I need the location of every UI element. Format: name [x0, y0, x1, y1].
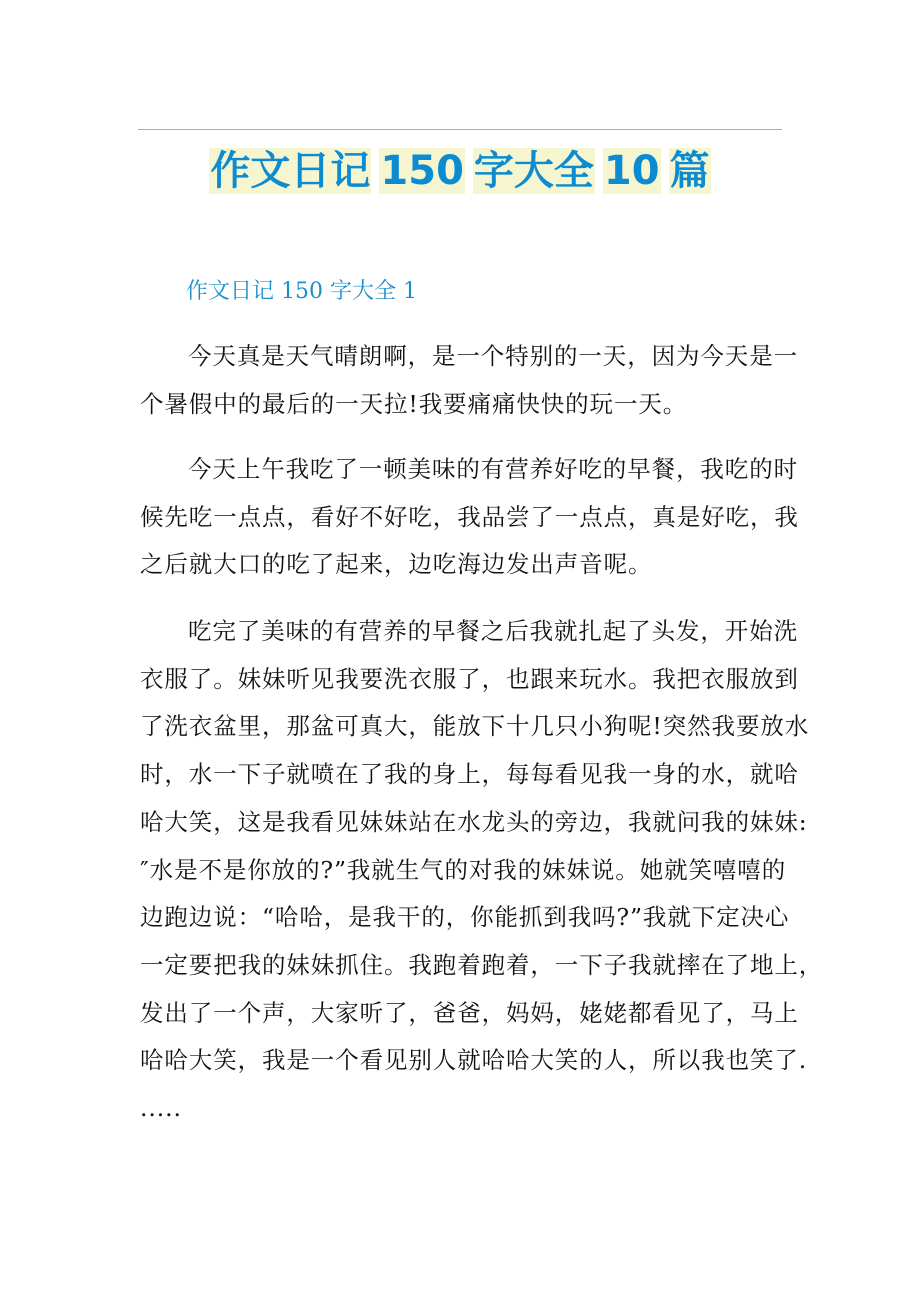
paragraph-line: 一定要把我的妹妹抓住。我跑着跑着，一下子我就摔在了地上，: [140, 950, 824, 979]
title-part: 字大全: [473, 148, 594, 194]
paragraph-line: 候先吃一点点，看好不好吃，我品尝了一点点，真是好吃，我: [140, 502, 799, 531]
paragraph-line: 哈哈大笑，我是一个看见别人就哈哈大笑的人，所以我也笑了.: [140, 1046, 808, 1075]
paragraph-line: 了洗衣盆里，那盆可真大，能放下十几只小狗呢!突然我要放水: [140, 712, 810, 741]
paragraph-line: 衣服了。妹妹听见我要洗衣服了，也跟来玩水。我把衣服放到: [140, 664, 799, 693]
page-title: [0, 144, 920, 198]
paragraph-line: 时，水一下子就喷在了我的身上，每每看见我一身的水，就哈: [140, 760, 799, 789]
paragraph-line: 哈大笑，这是我看见妹妹站在水龙头的旁边，我就问我的妹妹:: [140, 807, 808, 836]
paragraph-line: 今天真是天气晴朗啊，是一个特别的一天，因为今天是一: [188, 342, 798, 370]
paragraph-line: 个暑假中的最后的一天拉!我要痛痛快快的玩一天。: [140, 389, 688, 418]
paragraph-line: .....: [140, 1094, 182, 1122]
paragraph-line: 之后就大口的吃了起来，边吃海边发出声音呢。: [140, 550, 653, 579]
paragraph-line: 吃完了美味的有营养的早餐之后我就扎起了头发，开始洗: [188, 617, 798, 645]
paragraph-line: 今天上午我吃了一顿美味的有营养好吃的早餐，我吃的时: [188, 455, 798, 483]
paragraph-line: 发出了一个声，大家听了，爸爸，妈妈，姥姥都看见了，马上: [140, 998, 799, 1027]
title-part: 作文日记: [210, 148, 371, 194]
paragraph-line: 边跑边说：“哈哈，是我干的，你能抓到我吗?”我就下定决心: [140, 903, 790, 932]
header-divider: [138, 129, 782, 130]
section-heading: 作文日记 150 字大全 1: [186, 279, 417, 304]
title-part: 10: [603, 148, 660, 194]
title-part: 篇: [669, 148, 710, 194]
title-part: 150: [380, 148, 464, 194]
paragraph-line: ″水是不是你放的?”我就生气的对我的妹妹说。她就笑嘻嘻的: [140, 855, 787, 884]
